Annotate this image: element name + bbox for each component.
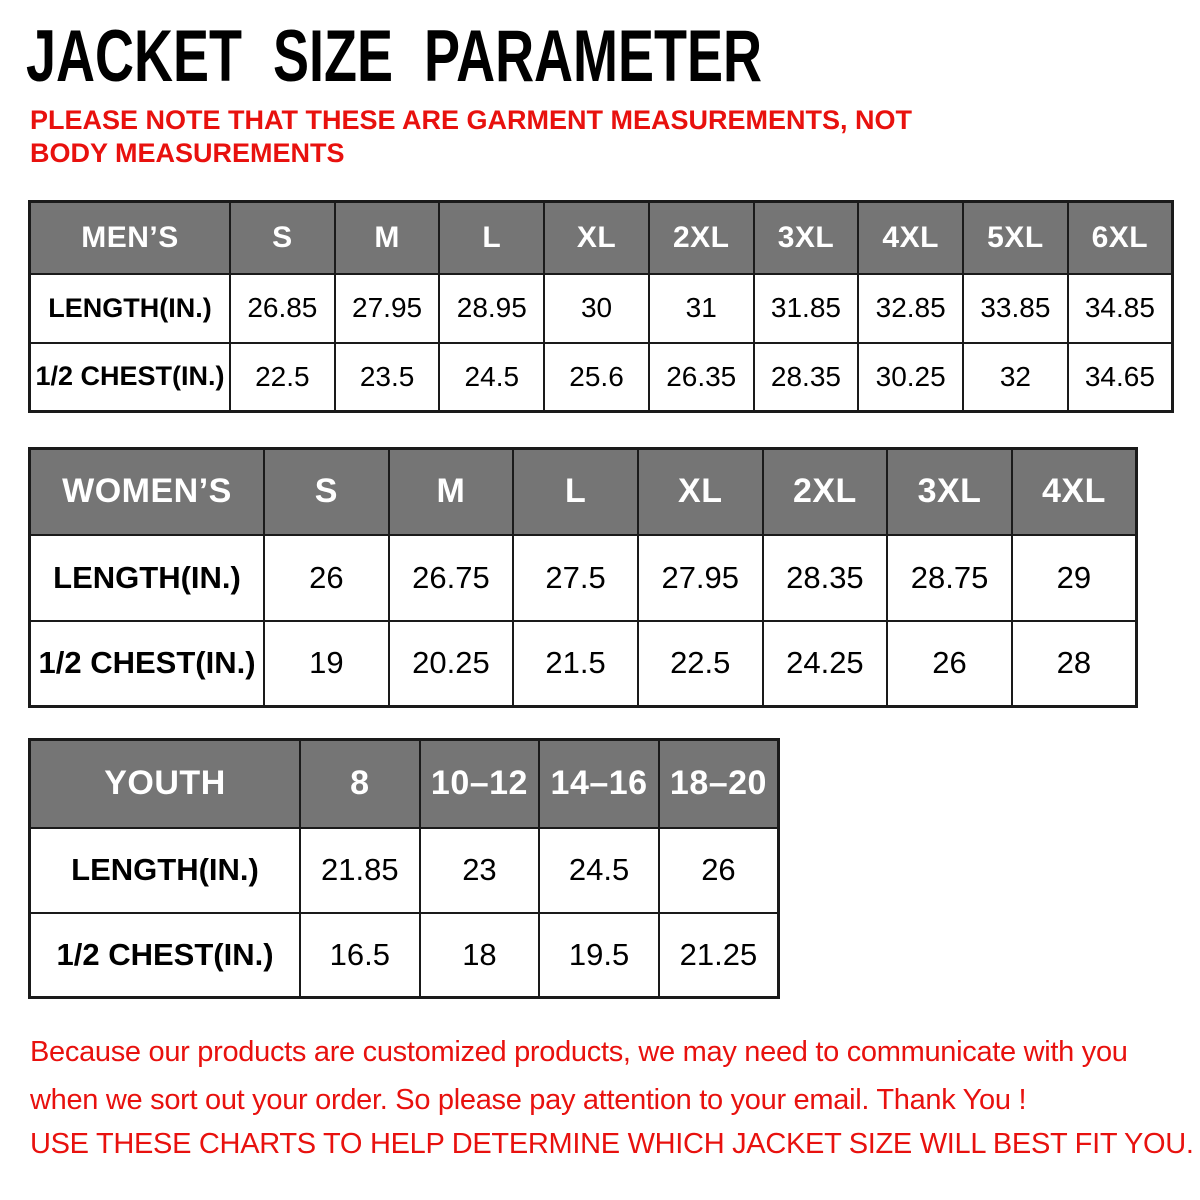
- measurement-cell: 26: [887, 621, 1012, 707]
- measurement-cell: 34.65: [1068, 343, 1173, 412]
- row-label-cell: 1/2 CHEST(IN.): [30, 913, 301, 998]
- measurement-cell: 19.5: [539, 913, 659, 998]
- measurement-cell: 28.75: [887, 535, 1012, 621]
- mens-size-table: [28, 200, 1174, 413]
- measurement-cell: 19: [264, 621, 389, 707]
- size-header-cell: 8: [300, 740, 420, 828]
- womens-size-table: [28, 447, 1138, 708]
- size-header-cell: S: [264, 449, 389, 535]
- measurement-cell: 31: [649, 274, 754, 343]
- size-header-cell: 2XL: [649, 202, 754, 274]
- measurement-cell: 32.85: [858, 274, 963, 343]
- size-header-cell: 3XL: [887, 449, 1012, 535]
- table-title-cell: WOMEN’S: [30, 449, 265, 535]
- size-header-cell: S: [230, 202, 335, 274]
- page-title: JACKET SIZE PARAMETER: [26, 15, 763, 97]
- measurement-cell: 27.5: [513, 535, 638, 621]
- size-header-cell: 3XL: [754, 202, 859, 274]
- measurement-cell: 27.95: [638, 535, 763, 621]
- usage-instruction: USE THESE CHARTS TO HELP DETERMINE WHICH JACKET SIZE WILL BEST FIT YOU.: [30, 1128, 1194, 1160]
- measurement-cell: 18: [420, 913, 540, 998]
- customization-notice: Because our products are customized products, we may need to communicate with you when we sort out your order. So please pay attention to your email. Thank You !: [30, 1036, 1128, 1116]
- row-label-cell: 1/2 CHEST(IN.): [30, 343, 231, 412]
- measurement-cell: 34.85: [1068, 274, 1173, 343]
- size-header-cell: L: [513, 449, 638, 535]
- measurement-cell: 16.5: [300, 913, 420, 998]
- measurement-cell: 26: [264, 535, 389, 621]
- size-header-cell: M: [335, 202, 440, 274]
- size-header-cell: XL: [638, 449, 763, 535]
- measurement-cell: 22.5: [638, 621, 763, 707]
- measurement-cell: 24.5: [539, 828, 659, 913]
- size-header-cell: 2XL: [763, 449, 888, 535]
- measurement-cell: 21.85: [300, 828, 420, 913]
- measurement-cell: 31.85: [754, 274, 859, 343]
- measurement-cell: 33.85: [963, 274, 1068, 343]
- measurement-cell: 23.5: [335, 343, 440, 412]
- measurement-cell: 28.35: [754, 343, 859, 412]
- size-header-cell: 5XL: [963, 202, 1068, 274]
- youth-size-table: [28, 738, 780, 999]
- size-header-cell: 6XL: [1068, 202, 1173, 274]
- measurement-cell: 27.95: [335, 274, 440, 343]
- measurement-cell: 23: [420, 828, 540, 913]
- size-header-cell: 4XL: [858, 202, 963, 274]
- size-header-cell: XL: [544, 202, 649, 274]
- size-header-cell: M: [389, 449, 514, 535]
- measurement-cell: 29: [1012, 535, 1137, 621]
- size-header-cell: 14–16: [539, 740, 659, 828]
- row-label-cell: LENGTH(IN.): [30, 274, 231, 343]
- measurement-cell: 28.95: [439, 274, 544, 343]
- row-label-cell: LENGTH(IN.): [30, 535, 265, 621]
- measurement-cell: 21.5: [513, 621, 638, 707]
- measurement-cell: 26: [659, 828, 779, 913]
- size-header-cell: 10–12: [420, 740, 540, 828]
- size-header-cell: L: [439, 202, 544, 274]
- measurement-cell: 30: [544, 274, 649, 343]
- measurement-cell: 20.25: [389, 621, 514, 707]
- measurement-cell: 28: [1012, 621, 1137, 707]
- table-title-cell: YOUTH: [30, 740, 301, 828]
- measurement-cell: 26.75: [389, 535, 514, 621]
- measurement-cell: 32: [963, 343, 1068, 412]
- measurement-cell: 24.25: [763, 621, 888, 707]
- garment-measurement-note: PLEASE NOTE THAT THESE ARE GARMENT MEASUREMENTS, NOT BODY MEASUREMENTS: [30, 105, 913, 169]
- measurement-cell: 24.5: [439, 343, 544, 412]
- measurement-cell: 21.25: [659, 913, 779, 998]
- row-label-cell: 1/2 CHEST(IN.): [30, 621, 265, 707]
- measurement-cell: 30.25: [858, 343, 963, 412]
- measurement-cell: 22.5: [230, 343, 335, 412]
- size-header-cell: 18–20: [659, 740, 779, 828]
- size-header-cell: 4XL: [1012, 449, 1137, 535]
- measurement-cell: 25.6: [544, 343, 649, 412]
- measurement-cell: 26.35: [649, 343, 754, 412]
- measurement-cell: 26.85: [230, 274, 335, 343]
- table-title-cell: MEN’S: [30, 202, 231, 274]
- measurement-cell: 28.35: [763, 535, 888, 621]
- row-label-cell: LENGTH(IN.): [30, 828, 301, 913]
